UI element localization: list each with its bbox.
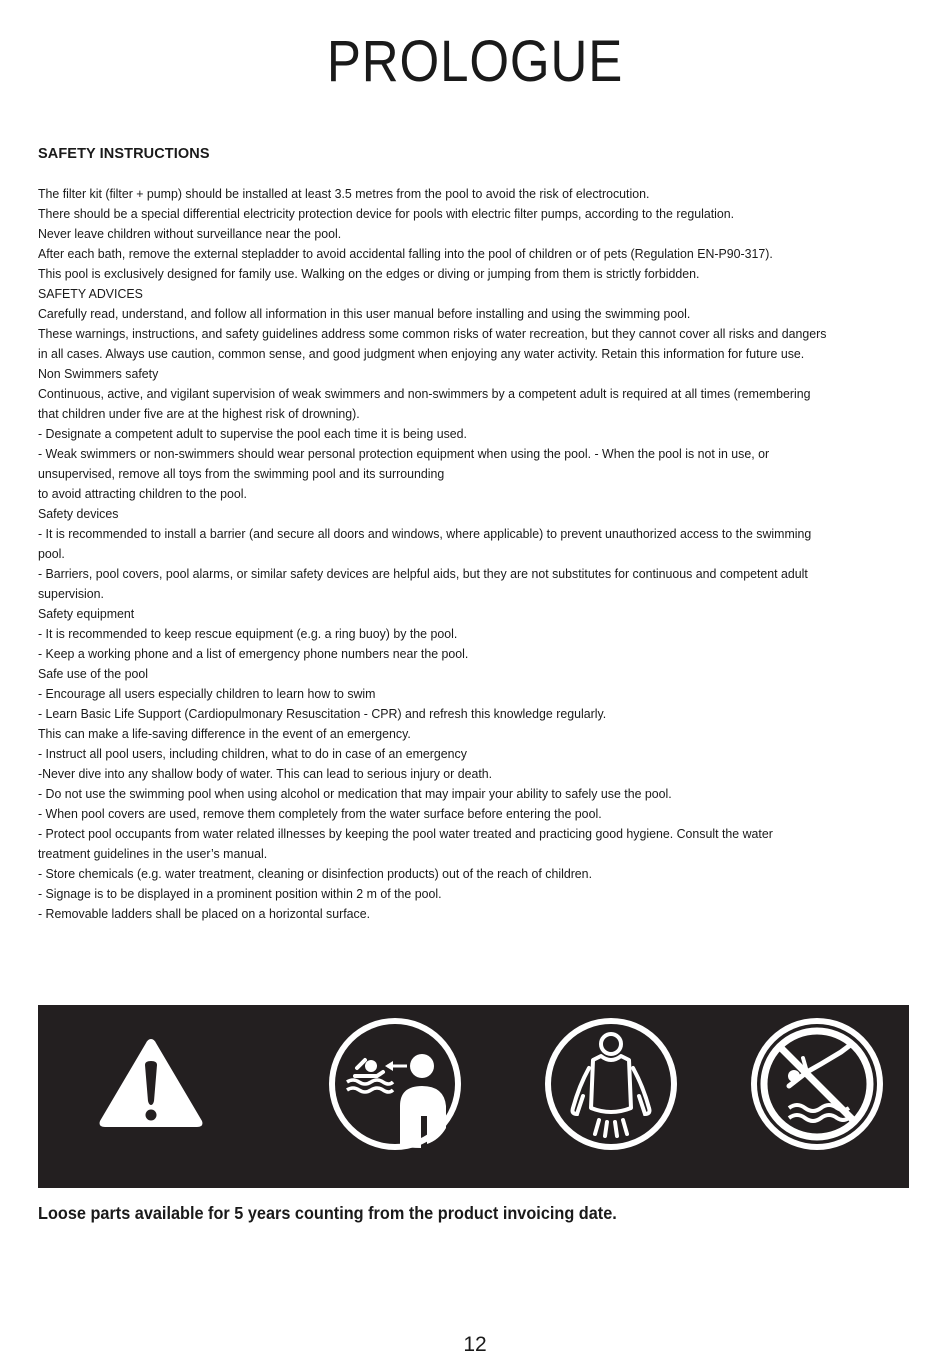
page-title: PROLOGUE	[326, 29, 624, 94]
body-line: Carefully read, understand, and follow all information in this user manual before installing and using the swimming pool.	[38, 306, 691, 321]
body-line: - Encourage all users especially children to learn how to swim	[38, 686, 376, 701]
body-line: SAFETY ADVICES	[38, 286, 143, 301]
body-line: The filter kit (filter + pump) should be installed at least 3.5 metres from the pool to avoid the risk of electrocution.	[38, 186, 650, 201]
page-number: 12	[463, 1333, 487, 1356]
body-line: - It is recommended to install a barrier (and secure all doors and windows, where applicable) to prevent unauthorized access to the swimming	[38, 526, 812, 541]
body-line: - Designate a competent adult to supervise the pool each time it is being used.	[38, 426, 467, 441]
body-line: that children under five are at the highest risk of drowning).	[38, 406, 360, 421]
body-line: - It is recommended to keep rescue equipment (e.g. a ring buoy) by the pool.	[38, 626, 458, 641]
body-line: This pool is exclusively designed for family use. Walking on the edges or diving or jumping from them is strictly forbidden.	[38, 266, 700, 281]
body-line: - Removable ladders shall be placed on a horizontal surface.	[38, 906, 371, 921]
body-line: After each bath, remove the external stepladder to avoid accidental falling into the pool of children or of pets (Regulation EN-P90-317).	[38, 246, 773, 261]
body-line: pool.	[38, 546, 65, 561]
body-line: These warnings, instructions, and safety guidelines address some common risks of water recreation, but they cannot cover all risks and dangers	[38, 326, 827, 341]
supervise-children-icon	[327, 1016, 463, 1152]
body-line: Safe use of the pool	[38, 666, 149, 681]
body-line: - Learn Basic Life Support (Cardiopulmonary Resuscitation - CPR) and refresh this knowledge regularly.	[38, 706, 607, 721]
body-line: - Store chemicals (e.g. water treatment, cleaning or disinfection products) out of the reach of children.	[38, 866, 593, 881]
body-line: - Weak swimmers or non-swimmers should wear personal protection equipment when using the pool. - When the pool is not in use, or	[38, 446, 770, 461]
body-line: - Protect pool occupants from water related illnesses by keeping the pool water treated and practicing good hygiene. Consult the water	[38, 826, 773, 841]
life-jacket-icon	[543, 1016, 679, 1152]
body-line: unsupervised, remove all toys from the swimming pool and its surrounding	[38, 466, 445, 481]
body-line: There should be a special differential electricity protection device for pools with electric filter pumps, according to the regulation.	[38, 206, 735, 221]
no-diving-icon	[749, 1016, 885, 1152]
loose-parts-note: Loose parts available for 5 years counting from the product invoicing date.	[38, 1203, 617, 1223]
body-line: This can make a life-saving difference in the event of an emergency.	[38, 726, 411, 741]
safety-instructions-body	[38, 184, 918, 924]
section-heading: SAFETY INSTRUCTIONS	[38, 146, 210, 162]
body-line: -Never dive into any shallow body of water. This can lead to serious injury or death.	[38, 766, 493, 781]
body-line: - When pool covers are used, remove them completely from the water surface before entering the pool.	[38, 806, 602, 821]
body-line: Safety devices	[38, 506, 119, 521]
body-line: treatment guidelines in the user’s manual.	[38, 846, 268, 861]
body-line: in all cases. Always use caution, common sense, and good judgment when enjoying any water activity. Retain this information for future use.	[38, 346, 805, 361]
body-line: supervision.	[38, 586, 104, 601]
body-line: Safety equipment	[38, 606, 135, 621]
body-line: to avoid attracting children to the pool.	[38, 486, 247, 501]
body-line: Continuous, active, and vigilant supervision of weak swimmers and non-swimmers by a competent adult is required at all times (remembering	[38, 386, 811, 401]
body-line: Never leave children without surveillance near the pool.	[38, 226, 342, 241]
body-line: - Do not use the swimming pool when using alcohol or medication that may impair your ability to safely use the pool.	[38, 786, 672, 801]
body-line: - Signage is to be displayed in a prominent position within 2 m of the pool.	[38, 886, 442, 901]
body-line: - Instruct all pool users, including children, what to do in case of an emergency	[38, 746, 467, 761]
body-line: - Barriers, pool covers, pool alarms, or similar safety devices are helpful aids, but they are not substitutes for continuous and competent adult	[38, 566, 808, 581]
safety-icons-band	[38, 1005, 909, 1188]
body-line: Non Swimmers safety	[38, 366, 159, 381]
warning-triangle-icon	[96, 1035, 206, 1131]
body-line: - Keep a working phone and a list of emergency phone numbers near the pool.	[38, 646, 469, 661]
